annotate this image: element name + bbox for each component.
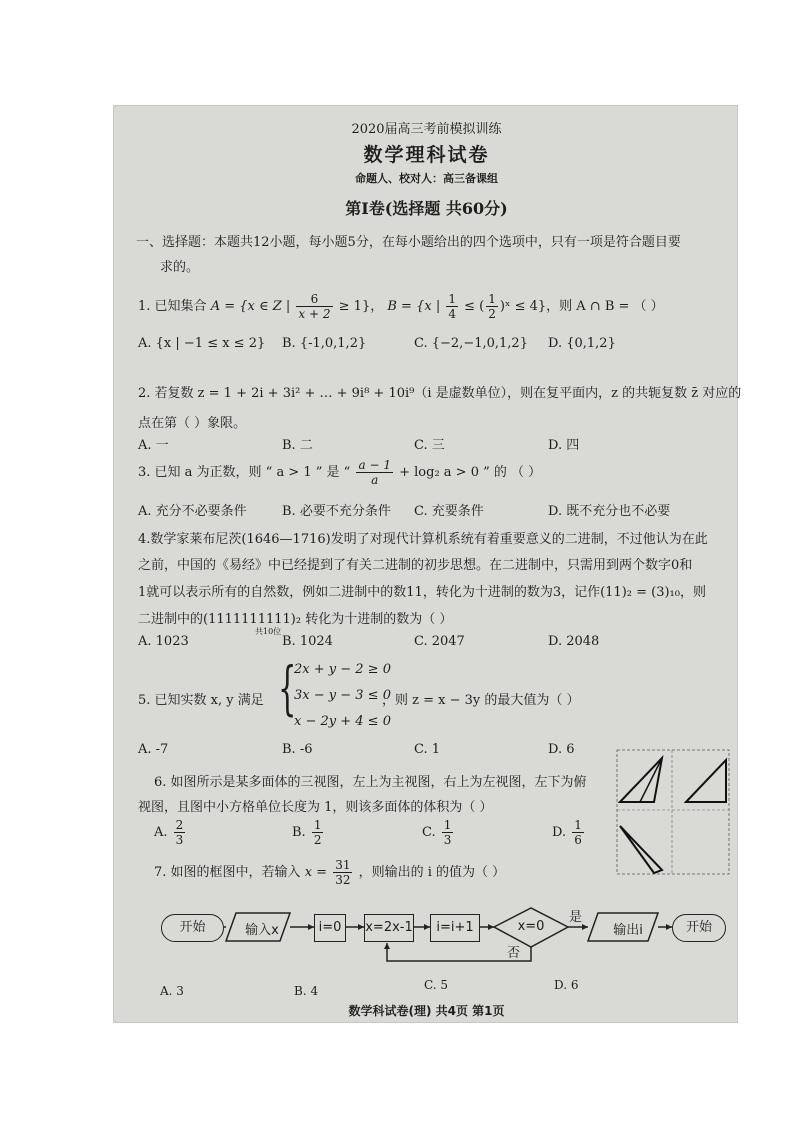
- fraction: $\frac{1}{2}$: [488, 292, 496, 321]
- brace-glyph: {: [278, 654, 297, 722]
- subject-title: 数学理科试卷: [363, 144, 490, 166]
- flowchart-update-i: i=i+1: [430, 914, 480, 942]
- fraction: $\frac{a - 1}{a}$: [358, 458, 391, 487]
- question-1-option-d[interactable]: D. {0,1,2}: [548, 336, 616, 351]
- flowchart-start: 开始: [161, 914, 224, 942]
- question-3-option-c[interactable]: C. 充要条件: [414, 504, 484, 519]
- question-3-option-d[interactable]: D. 既不充分也不必要: [548, 504, 671, 519]
- flowchart-yes-label: 是: [569, 910, 583, 925]
- question-5-option-a[interactable]: A. -7: [138, 742, 169, 757]
- question-4-option-a[interactable]: A. 1023: [138, 634, 189, 649]
- question-1-option-b[interactable]: B. {-1,0,1,2}: [282, 336, 367, 351]
- exam-title: 2020届高三考前模拟训练: [351, 122, 502, 137]
- page-footer: 数学科试卷(理) 共4页 第1页: [348, 1004, 505, 1018]
- three-view-figure: [614, 748, 734, 878]
- question-1-stem: 1. 已知集合 A = {x ∈ Z | $\frac{6}{x + 2}$ ≥ 1}， B = {x | $\frac{1}{4}$ ≤ ( $\frac{1}{2}$ )ˣ ≤ 4}，则 A ∩ B = （ ）: [138, 292, 664, 321]
- constraint-3: x − 2y + 4 ≤ 0: [294, 714, 391, 729]
- question-6-option-c[interactable]: C. $\frac{1}{3}$: [422, 818, 452, 847]
- question-4-line-1: 4.数学家莱布尼茨(1646—1716)发明了对现代计算机系统有着重要意义的二进制，不过他认为在此: [138, 532, 708, 547]
- question-2-option-a[interactable]: A. 一: [138, 438, 169, 453]
- question-4-line-3: 1就可以表示所有的自然数，例如二进制中的数11，转化为十进制的数为3，记作(11)₂ = (3)₁₀，则: [138, 585, 706, 600]
- question-6-option-a[interactable]: A. $\frac{2}{3}$: [154, 818, 184, 847]
- question-2-option-c[interactable]: C. 三: [414, 438, 445, 453]
- instructions-line-2: 求的。: [160, 260, 200, 275]
- question-4-option-c[interactable]: C. 2047: [414, 634, 465, 649]
- flowchart-no-label: 否: [507, 946, 521, 961]
- fraction: $\frac{31}{32}$: [335, 858, 351, 887]
- question-7-option-d[interactable]: D. 6: [554, 978, 579, 992]
- underbrace-note: 共10位: [255, 627, 282, 636]
- question-3-option-a[interactable]: A. 充分不必要条件: [138, 504, 247, 519]
- question-4-option-d[interactable]: D. 2048: [548, 634, 600, 649]
- question-7-option-a[interactable]: A. 3: [160, 984, 184, 998]
- authors-line: 命题人、校对人：高三备课组: [355, 172, 498, 185]
- question-2-option-d[interactable]: D. 四: [548, 438, 580, 453]
- question-7-stem: 7. 如图的框图中，若输入 x = $\frac{31}{32}$ ，则输出的 i 的值为（ ）: [154, 858, 506, 887]
- question-6-line-1: 6. 如图所示是某多面体的三视图，左上为主视图，右上为左视图，左下为俯: [154, 775, 587, 790]
- instructions-line-1: 一、选择题：本题共12小题，每小题5分，在每小题给出的四个选项中，只有一项是符合题目要: [136, 235, 681, 250]
- constraint-1: 2x + y − 2 ≥ 0: [294, 662, 391, 677]
- question-1-option-a[interactable]: A. {x | −1 ≤ x ≤ 2}: [138, 336, 266, 351]
- question-1-option-c[interactable]: C. {−2,−1,0,1,2}: [414, 336, 528, 351]
- question-2-line-2: 点在第（ ）象限。: [138, 416, 247, 431]
- question-7-option-b[interactable]: B. 4: [294, 984, 319, 998]
- question-5-option-b[interactable]: B. -6: [282, 742, 313, 757]
- flowchart-input: 输入x: [245, 923, 279, 938]
- question-4-option-b[interactable]: B. 1024: [282, 634, 333, 649]
- question-6-line-2: 视图，且图中小方格单位长度为 1，则该多面体的体积为（ ）: [138, 800, 493, 815]
- question-3-stem: 3. 已知 a 为正数，则 “ a > 1 ” 是 “ $\frac{a - 1}{a}$ + log₂ a > 0 ” 的 （ ）: [138, 458, 542, 487]
- question-5-prefix: 5. 已知实数 x, y 满足: [138, 693, 264, 708]
- question-2-line-1: 2. 若复数 z = 1 + 2i + 3i² + … + 9i⁸ + 10i⁹（i 是虚数单位），则在复平面内，z 的共轭复数 z̄ 对应的: [138, 386, 742, 401]
- fraction: $\frac{6}{x + 2}$: [298, 292, 331, 321]
- flowchart-update-x: x=2x-1: [364, 914, 414, 942]
- question-7-option-c[interactable]: C. 5: [424, 978, 449, 992]
- flowchart-init-i: i=0: [314, 914, 346, 942]
- question-2-option-b[interactable]: B. 二: [282, 438, 313, 453]
- question-5-suffix: ，则 z = x − 3y 的最大值为（ ）: [382, 693, 580, 708]
- exam-paper: [113, 105, 742, 1023]
- question-5-option-c[interactable]: C. 1: [414, 742, 441, 757]
- fraction: $\frac{1}{4}$: [448, 292, 456, 321]
- question-5-option-d[interactable]: D. 6: [548, 742, 575, 757]
- question-4-line-2: 之前，中国的《易经》中已经提到了有关二进制的初步思想。在二进制中，只需用到两个数字0和: [138, 558, 693, 573]
- question-4-line-4: 二进制中的(1111111111)₂ 转化为十进制的数为（ ）: [138, 612, 453, 627]
- flowchart-end: 开始: [672, 914, 726, 942]
- flowchart-decision: x=0: [517, 919, 545, 934]
- question-6-option-b[interactable]: B. $\frac{1}{2}$: [292, 818, 322, 847]
- section-title: 第Ⅰ卷(选择题 共60分): [345, 199, 508, 218]
- question-3-option-b[interactable]: B. 必要不充分条件: [282, 504, 391, 519]
- flowchart-output: 输出i: [613, 923, 643, 938]
- constraint-2: 3x − y − 3 ≤ 0: [294, 688, 391, 703]
- question-6-option-d[interactable]: D. $\frac{1}{6}$: [552, 818, 582, 847]
